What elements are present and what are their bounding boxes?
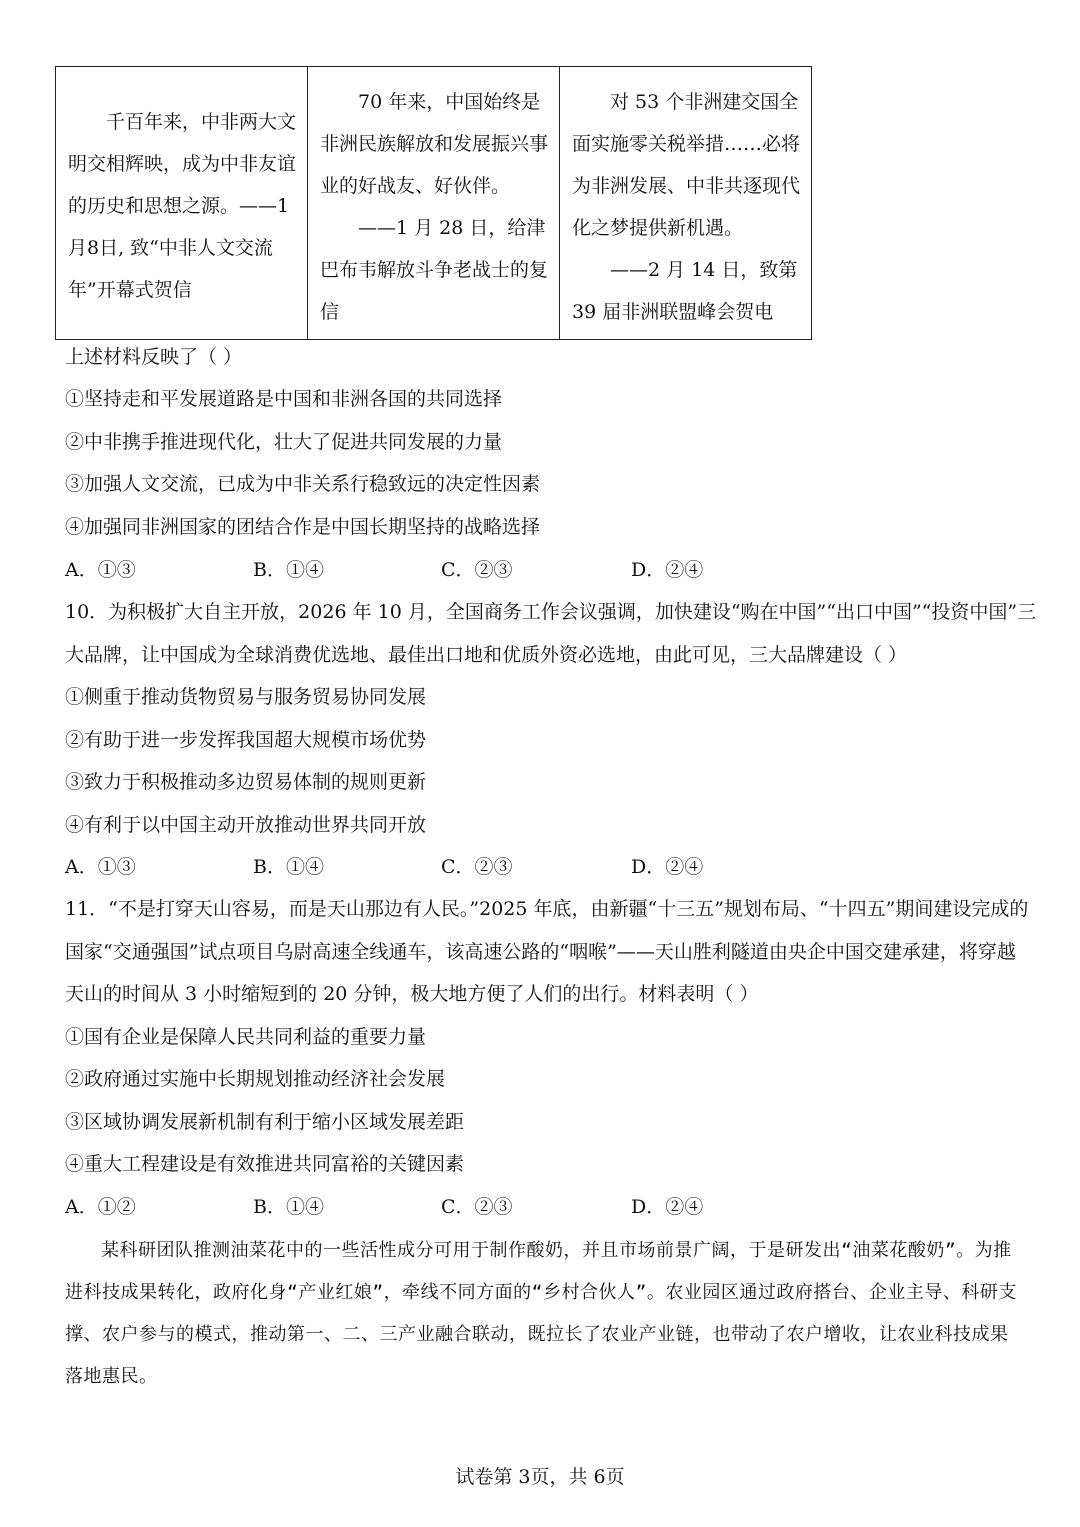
q10-option-d[interactable]: D．②④ [631,856,704,878]
q10-option-c[interactable]: C．②③ [441,856,513,878]
q11-stem-line-3: 天山的时间从 3 小时缩短到的 20 分钟，极大地方便了人们的出行。材料表明（ ） [65,983,759,1005]
material-cell-source: ——1 月 28 日，给津巴布韦解放斗争老战士的复信 [320,217,549,323]
q11-statement-1: ①国有企业是保障人民共同利益的重要力量 [65,1026,427,1048]
q10-statement-1: ①侧重于推动货物贸易与服务贸易协同发展 [65,686,427,708]
q9-stem: 上述材料反映了（ ） [65,346,243,368]
q9-options [65,555,703,585]
q10-statement-4: ④有利于以中国主动开放推动世界共同开放 [65,814,427,836]
q11-statement-4: ④重大工程建设是有效推进共同富裕的关键因素 [65,1153,465,1175]
material-cell-1 [56,67,308,340]
q9-option-c[interactable]: C．②③ [441,559,513,581]
q10-stem-line-2: 大品牌，让中国成为全球消费优选地、最佳出口地和优质外资必选地，由此可见，三大品牌建设（ ） [65,644,908,666]
q9-statement-3: ③加强人文交流，已成为中非关系行稳致远的决定性因素 [65,473,541,495]
q11-statement-3: ③区域协调发展新机制有利于缩小区域发展差距 [65,1111,465,1133]
q10-stem-line-1: 10．为积极扩大自主开放，2026 年 10 月，全国商务工作会议强调，加快建设“购在中国”“出口中国”“投资中国”三 [65,601,1037,623]
material-cell-2 [308,67,560,340]
material-cell-text: 对 53 个非洲建交国全面实施零关税举措……必将为非洲发展、中非共逐现代化之梦提供新机遇。 [572,91,801,239]
q9-option-d[interactable]: D．②④ [631,559,704,581]
material-cell-text: 70 年来，中国始终是非洲民族解放和发展振兴事业的好战友、好伙伴。 [320,91,549,197]
q10-statement-2: ②有助于进一步发挥我国超大规模市场优势 [65,729,427,751]
q11-stem-line-1: 11．“不是打穿天山容易，而是天山那边有人民。”2025 年底，由新疆“十三五”规划布局、“十四五”期间建设完成的 [65,898,1029,920]
material-table [55,66,812,340]
q10-option-a[interactable]: A．①③ [65,856,136,878]
material-paragraph: 某科研团队推测油菜花中的一些活性成分可用于制作酸奶，并且市场前景广阔，于是研发出“油菜花酸奶”。为推进科技成果转化，政府化身“产业红娘”，牵线不同方面的“乡村合伙人”。农业园区通过政府搭台、企业主导、科研支撑、农户参与的模式，推动第一、二、三产业融合联动，既拉长了农业产业链，也带动了农户增收，让农业科技成果落地惠民。 [65,1240,1017,1387]
material-cell-source: ——2 月 14 日，致第 39 届非洲联盟峰会贺电 [572,259,798,323]
q11-option-b[interactable]: B．①④ [253,1196,324,1218]
q10-statement-3: ③致力于积极推动多边贸易体制的规则更新 [65,771,427,793]
q11-option-d[interactable]: D．②④ [631,1196,704,1218]
q11-option-c[interactable]: C．②③ [441,1196,513,1218]
material-cell-text: 千百年来，中非两大文明交相辉映，成为中非友谊的历史和思想之源。——1月8日, 致“中非人文交流年”开幕式贺信 [68,111,297,301]
page-footer: 试卷第 3页，共 6页 [455,1466,625,1488]
q9-statement-4: ④加强同非洲国家的团结合作是中国长期坚持的战略选择 [65,516,541,538]
q11-option-a[interactable]: A．①② [65,1196,136,1218]
q9-option-a[interactable]: A．①③ [65,559,136,581]
q9-option-b[interactable]: B．①④ [253,559,324,581]
q11-statement-2: ②政府通过实施中长期规划推动经济社会发展 [65,1068,446,1090]
q9-statement-2: ②中非携手推进现代化，壮大了促进共同发展的力量 [65,431,503,453]
q9-statement-1: ①坚持走和平发展道路是中国和非洲各国的共同选择 [65,388,503,410]
q10-option-b[interactable]: B．①④ [253,856,324,878]
q10-options [65,852,703,882]
q11-options [65,1192,703,1222]
q11-stem-line-2: 国家“交通强国”试点项目乌尉高速全线通车，该高速公路的“咽喉”——天山胜利隧道由央企中国交建承建，将穿越 [65,941,1016,963]
material-cell-3 [560,67,812,340]
